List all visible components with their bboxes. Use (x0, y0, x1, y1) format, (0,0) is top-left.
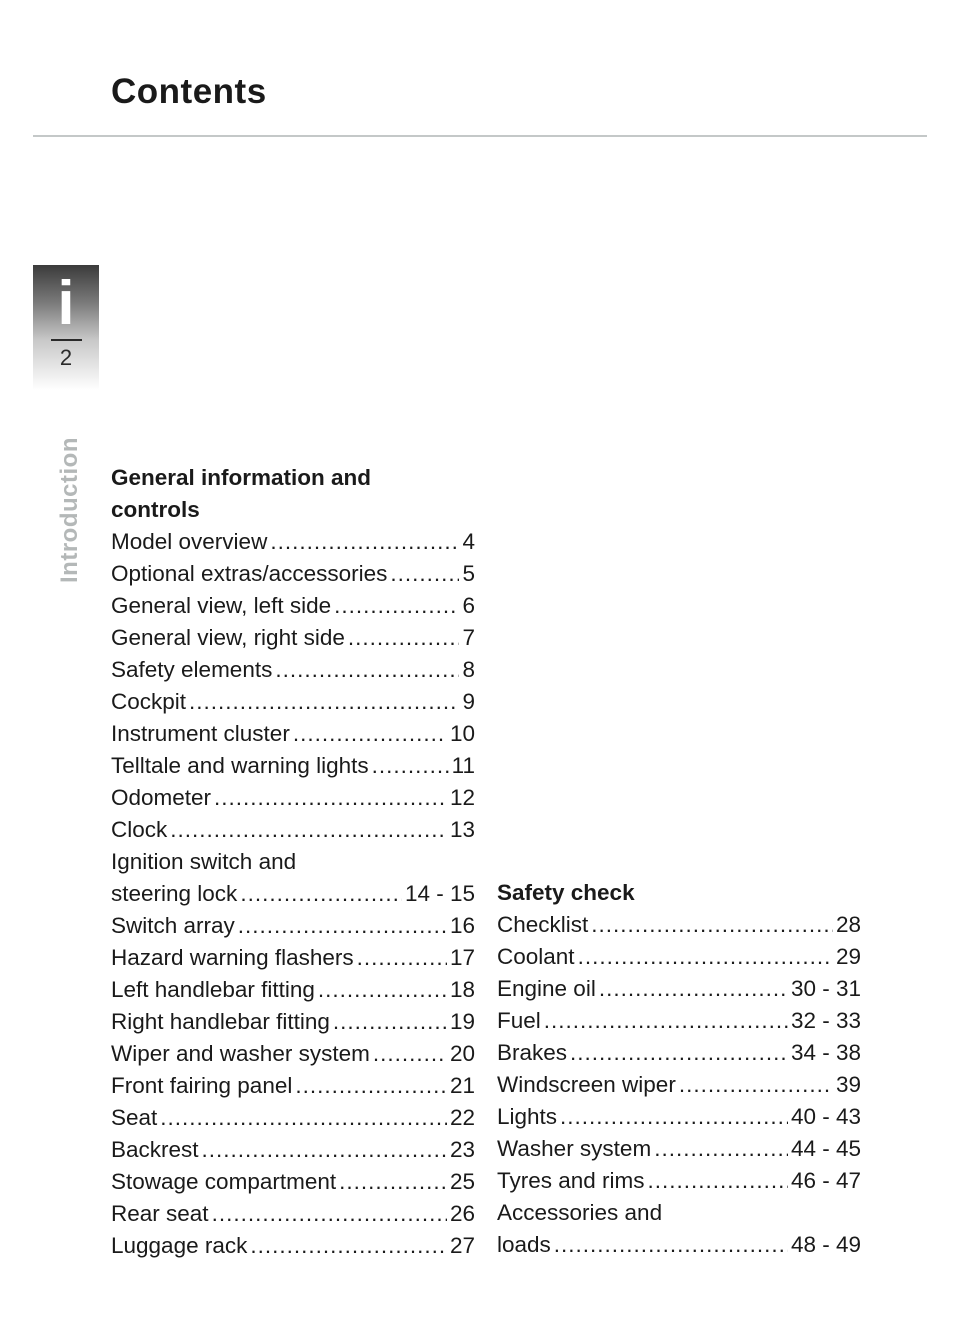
toc-entry[interactable] (497, 909, 861, 941)
page-number: 2 (59, 345, 73, 370)
toc-entry-page: 39 (835, 1072, 861, 1097)
toc-entry[interactable] (497, 1069, 861, 1101)
toc-entry[interactable] (111, 1070, 475, 1102)
toc-entry-label: Brakes (497, 1040, 568, 1065)
toc-leader-dots (240, 878, 402, 910)
toc-entry[interactable] (111, 718, 475, 750)
title-divider (33, 135, 927, 137)
toc-entry-label: Front fairing panel (111, 1073, 293, 1098)
toc-entry-label: Backrest (111, 1137, 199, 1162)
toc-entry[interactable] (111, 910, 475, 942)
toc-leader-dots (348, 622, 460, 654)
toc-entry[interactable] (497, 941, 861, 973)
toc-entry-page: 29 (835, 944, 861, 969)
toc-entry-label: Clock (111, 817, 168, 842)
toc-entry-label: Left handlebar fitting (111, 977, 315, 1002)
toc-entry[interactable] (497, 1165, 861, 1197)
toc-entry-page: 32 - 33 (790, 1008, 861, 1033)
toc-entry-label: Right handlebar fitting (111, 1009, 330, 1034)
toc-entry[interactable] (497, 1101, 861, 1133)
toc-entry-page: 48 - 49 (790, 1232, 861, 1257)
toc-leader-dots (339, 1166, 447, 1198)
toc-leader-dots (334, 590, 459, 622)
toc-entry-label: Stowage compartment (111, 1169, 337, 1194)
toc-entry-page: 7 (462, 625, 475, 650)
toc-entry-page: 9 (462, 689, 475, 714)
page-title: Contents (111, 72, 267, 111)
toc-leader-dots (599, 973, 788, 1005)
toc-entry-label: Coolant (497, 944, 575, 969)
toc-leader-dots (212, 1198, 447, 1230)
toc-leader-dots (238, 910, 447, 942)
toc-entry-label: Checklist (497, 912, 589, 937)
chapter-tab-rule (51, 339, 82, 341)
toc-entry[interactable] (111, 1038, 475, 1070)
toc-entry-page: 44 - 45 (790, 1136, 861, 1161)
toc-entry[interactable] (111, 686, 475, 718)
toc-entry-page: 14 - 15 (404, 881, 475, 906)
section-heading: General information and (111, 465, 372, 490)
toc-entry-page: 18 (449, 977, 475, 1002)
toc-entry[interactable] (111, 558, 475, 590)
toc-entry[interactable] (111, 974, 475, 1006)
toc-leader-dots (250, 1230, 447, 1262)
toc-entry-label-line: Accessories and (497, 1200, 663, 1225)
toc-leader-dots (679, 1069, 833, 1101)
toc-leader-dots (357, 942, 447, 974)
toc-entry-page: 16 (449, 913, 475, 938)
toc-leader-dots (554, 1229, 788, 1261)
toc-entry-page: 34 - 38 (790, 1040, 861, 1065)
toc-entry-page: 27 (449, 1233, 475, 1258)
toc-entry-label: steering lock (111, 881, 238, 906)
toc-entry-label-line: Ignition switch and (111, 849, 297, 874)
toc-leader-dots (170, 814, 447, 846)
toc-entry-label: Windscreen wiper (497, 1072, 676, 1097)
toc-entry[interactable] (497, 1005, 861, 1037)
toc-entry[interactable] (111, 590, 475, 622)
toc-entry-label: Wiper and washer system (111, 1041, 370, 1066)
toc-entry-label: Optional extras/accessories (111, 561, 388, 586)
toc-leader-dots (189, 686, 459, 718)
toc-section-general (111, 462, 475, 1262)
toc-leader-dots (318, 974, 447, 1006)
toc-entry[interactable] (111, 814, 475, 846)
toc-entry-label: Seat (111, 1105, 158, 1130)
toc-leader-dots (333, 1006, 447, 1038)
toc-entry[interactable] (111, 878, 475, 910)
toc-entry-label: Safety elements (111, 657, 273, 682)
toc-entry-page: 26 (449, 1201, 475, 1226)
toc-leader-dots (275, 654, 459, 686)
toc-leader-dots (390, 558, 459, 590)
toc-entry-page: 20 (449, 1041, 475, 1066)
toc-entry[interactable] (497, 1037, 861, 1069)
section-heading: Safety check (497, 880, 635, 905)
toc-entry[interactable] (111, 622, 475, 654)
toc-entry-page: 13 (449, 817, 475, 842)
toc-entry[interactable] (111, 750, 475, 782)
toc-entry-label: Telltale and warning lights (111, 753, 369, 778)
toc-entry[interactable] (111, 1230, 475, 1262)
toc-entry-page: 25 (449, 1169, 475, 1194)
toc-entry[interactable] (111, 1198, 475, 1230)
toc-entry-page: 17 (449, 945, 475, 970)
toc-entry-label: Tyres and rims (497, 1168, 645, 1193)
toc-leader-dots (293, 718, 447, 750)
toc-entry[interactable] (497, 1133, 861, 1165)
toc-leader-dots (202, 1134, 447, 1166)
toc-entry-label: loads (497, 1232, 551, 1257)
toc-entry-page: 11 (451, 753, 475, 778)
toc-leader-dots (270, 526, 459, 558)
toc-entry-page: 10 (449, 721, 475, 746)
toc-entry-label: Washer system (497, 1136, 652, 1161)
toc-leader-dots (648, 1165, 788, 1197)
toc-entry-page: 23 (449, 1137, 475, 1162)
toc-section-safety-check (497, 877, 861, 1261)
toc-entry[interactable] (497, 1229, 861, 1261)
toc-entry-page: 30 - 31 (790, 976, 861, 1001)
toc-entry-label: Model overview (111, 529, 268, 554)
section-heading: controls (111, 497, 200, 522)
toc-entry-label: Instrument cluster (111, 721, 290, 746)
toc-leader-dots (544, 1005, 788, 1037)
toc-entry[interactable] (111, 1102, 475, 1134)
toc-leader-dots (654, 1133, 788, 1165)
chapter-tab-letter: i (57, 269, 75, 338)
toc-leader-dots (372, 750, 449, 782)
toc-entry[interactable] (111, 1166, 475, 1198)
toc-entry-label: Luggage rack (111, 1233, 248, 1258)
toc-entry-label: Rear seat (111, 1201, 209, 1226)
toc-entry-label: General view, left side (111, 593, 332, 618)
toc-entry-label: Cockpit (111, 689, 187, 714)
toc-entry[interactable] (111, 1006, 475, 1038)
toc-entry-page: 19 (449, 1009, 475, 1034)
toc-entry-label: General view, right side (111, 625, 345, 650)
toc-entry[interactable] (111, 526, 475, 558)
toc-entry[interactable] (111, 942, 475, 974)
chapter-side-label-text: Introduction (56, 437, 83, 583)
toc-entry-page: 21 (449, 1073, 475, 1098)
toc-entry-label: Odometer (111, 785, 212, 810)
toc-entry-page: 46 - 47 (790, 1168, 861, 1193)
toc-entry-label: Fuel (497, 1008, 541, 1033)
toc-entry[interactable] (497, 973, 861, 1005)
toc-leader-dots (160, 1102, 447, 1134)
toc-leader-dots (214, 782, 447, 814)
toc-entry-page: 8 (462, 657, 475, 682)
toc-entry-page: 5 (462, 561, 475, 586)
chapter-tab (33, 265, 99, 390)
toc-entry-page: 12 (449, 785, 475, 810)
toc-entry[interactable] (111, 1134, 475, 1166)
toc-entry-page: 6 (462, 593, 475, 618)
toc-entry-label: Switch array (111, 913, 235, 938)
toc-entry-label: Lights (497, 1104, 558, 1129)
toc-entry-page: 4 (462, 529, 475, 554)
toc-entry-page: 40 - 43 (790, 1104, 861, 1129)
toc-leader-dots (578, 941, 833, 973)
toc-entry-page: 22 (449, 1105, 475, 1130)
toc-entry-page: 28 (835, 912, 861, 937)
toc-entry[interactable] (111, 782, 475, 814)
toc-leader-dots (591, 909, 833, 941)
toc-leader-dots (560, 1101, 788, 1133)
toc-entry-label: Engine oil (497, 976, 596, 1001)
toc-leader-dots (295, 1070, 447, 1102)
toc-entry-label: Hazard warning flashers (111, 945, 354, 970)
toc-entry[interactable] (111, 654, 475, 686)
toc-leader-dots (373, 1038, 447, 1070)
toc-leader-dots (570, 1037, 788, 1069)
chapter-side-label (30, 420, 110, 600)
